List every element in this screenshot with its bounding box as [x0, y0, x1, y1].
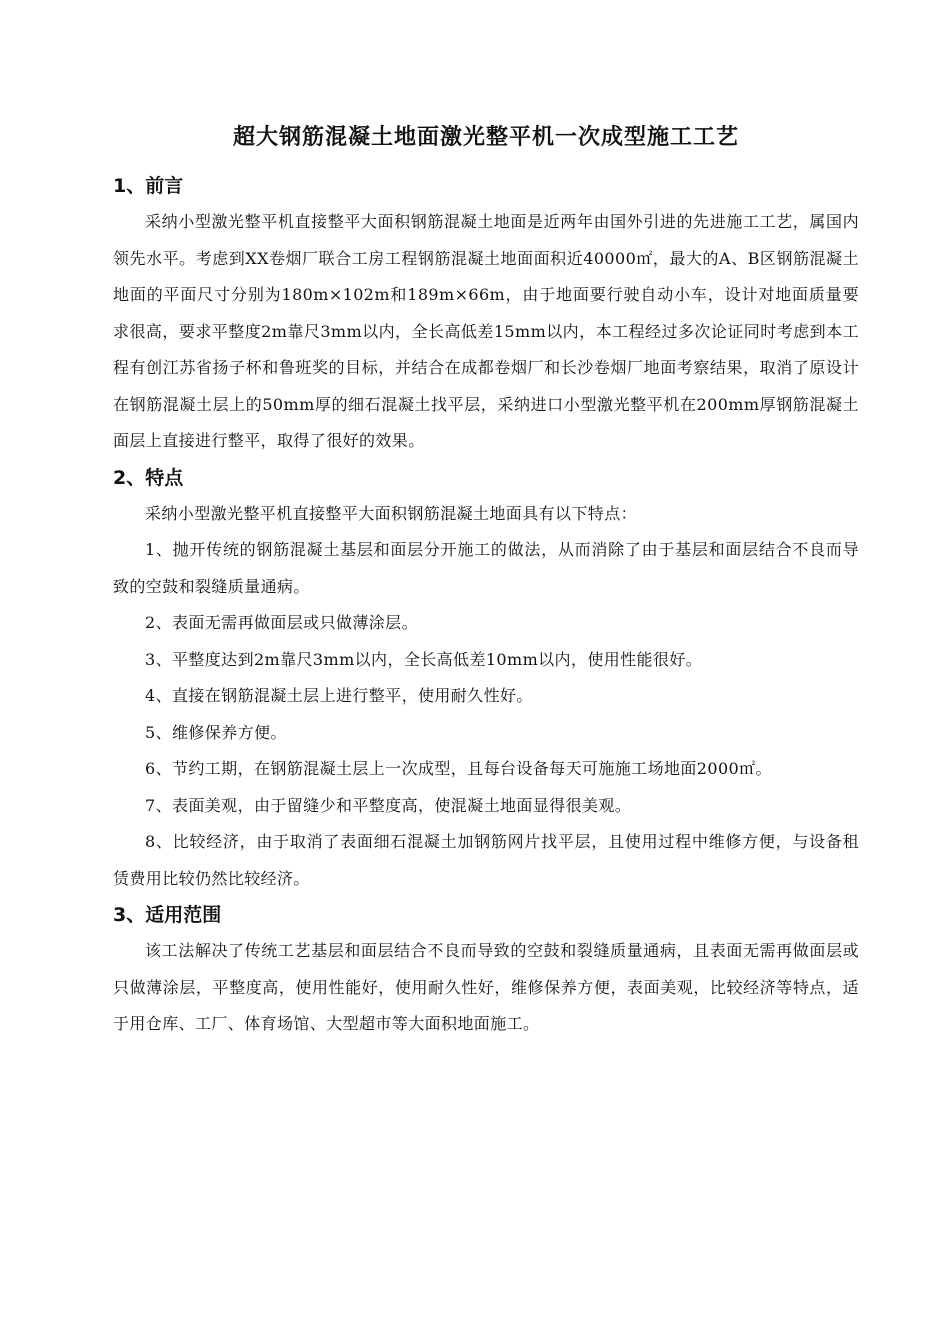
section-heading: 1、前言	[113, 175, 184, 197]
document-page	[113, 118, 859, 1043]
paragraph: 采纳小型激光整平机直接整平大面积钢筋混凝土地面具有以下特点：	[145, 503, 638, 523]
section-features	[113, 460, 859, 898]
document-title: 超大钢筋混凝土地面激光整平机一次成型施工工艺	[232, 125, 739, 150]
list-item: 8、比较经济，由于取消了表面细石混凝土加钢筋网片找平层，且使用过程中维修方便，与设备租赁费用比较仍然比较经济。	[113, 832, 859, 888]
paragraph: 采纳小型激光整平机直接整平大面积钢筋混凝土地面是近两年由国外引进的先进施工工艺，属国内领先水平。考虑到XX卷烟厂联合工房工程钢筋混凝土地面面积近40000㎡，最大的A、B区钢筋混凝土地面的平面尺寸分别为180m×102m和189m×66m，由于地面要行驶自动小车，设计对地面质量要求很高，要求平整度2m靠尺3mm以内，全长高低差15mm以内，本工程经过多次论证同时考虑到本工程有创江苏省扬子杯和鲁班奖的目标，并结合在成都卷烟厂和长沙卷烟厂地面考察结果，取消了原设计在钢筋混凝土层上的50mm厚的细石混凝土找平层，采纳进口小型激光整平机在200mm厚钢筋混凝土面层上直接进行整平，取得了很好的效果。	[113, 212, 859, 450]
list-item: 1、抛开传统的钢筋混凝土基层和面层分开施工的做法，从而消除了由于基层和面层结合不良而导致的空鼓和裂缝质量通病。	[113, 540, 859, 596]
list-item: 6、节约工期，在钢筋混凝土层上一次成型，且每台设备每天可施施工场地面2000㎡。	[145, 759, 772, 778]
section-heading: 2、特点	[113, 466, 184, 489]
list-item: 4、直接在钢筋混凝土层上进行整平，使用耐久性好。	[145, 686, 533, 705]
list-item: 7、表面美观，由于留缝少和平整度高，使混凝土地面显得很美观。	[145, 795, 632, 815]
paragraph: 该工法解决了传统工艺基层和面层结合不良而导致的空鼓和裂缝质量通病，且表面无需再做面层或只做薄涂层，平整度高，使用性能好，使用耐久性好，维修保养方便，表面美观，比较经济等特点，适于用仓库、工厂、体育场馆、大型超市等大面积地面施工。	[113, 941, 859, 1033]
section-scope	[113, 897, 859, 1043]
section-preface	[113, 168, 859, 460]
list-item: 3、平整度达到2m靠尺3mm以内，全长高低差10mm以内，使用性能很好。	[145, 649, 703, 669]
list-item: 2、表面无需再做面层或只做薄涂层。	[145, 613, 418, 632]
list-item: 5、维修保养方便。	[145, 722, 287, 742]
section-heading: 3、适用范围	[113, 904, 222, 926]
